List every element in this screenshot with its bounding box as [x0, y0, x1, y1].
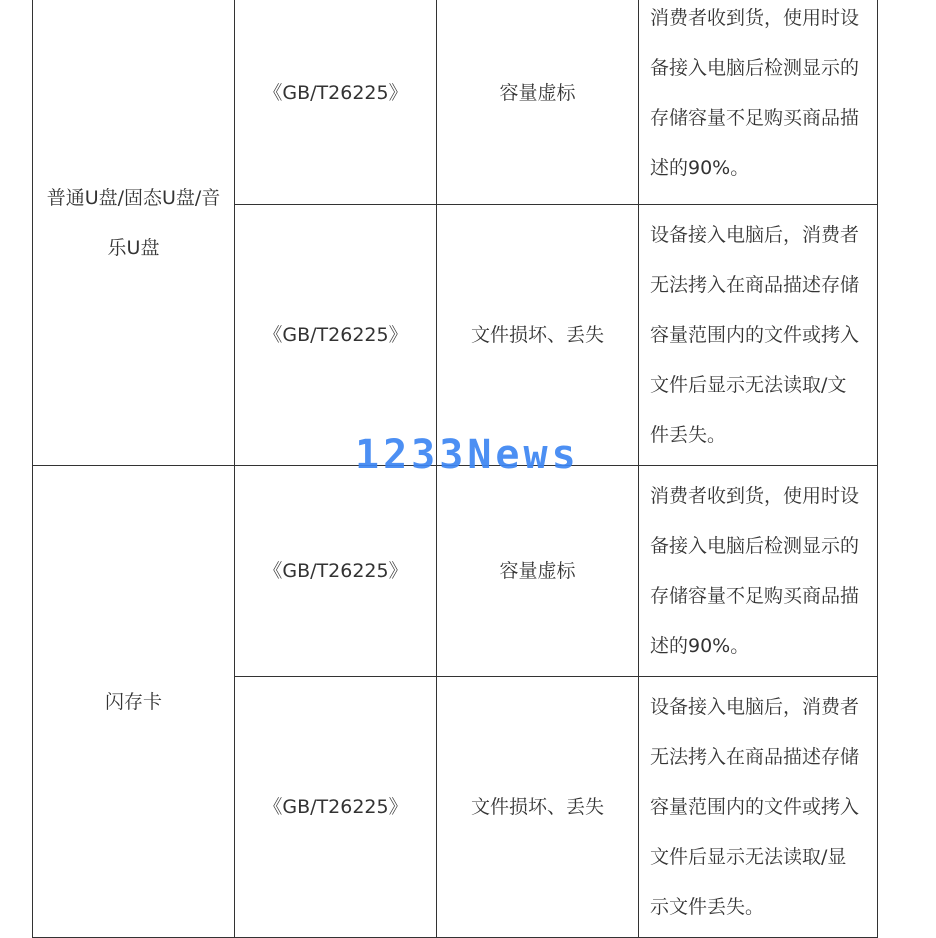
issue-cell: 文件损坏、丢失: [437, 677, 639, 938]
issue-cell: 容量虚标: [437, 0, 639, 205]
description-cell: 消费者收到货，使用时设备接入电脑后检测显示的存储容量不足购买商品描述的90%。: [639, 0, 878, 205]
standards-table-container: [32, 0, 877, 938]
watermark-text: 1233News: [355, 432, 580, 478]
table-row: [33, 466, 878, 677]
standard-cell: 《GB/T26225》: [235, 205, 437, 466]
category-cell: 闪存卡: [33, 466, 235, 938]
standards-table: [32, 0, 878, 938]
category-cell: 普通U盘/固态U盘/音乐U盘: [33, 0, 235, 466]
description-cell: 设备接入电脑后，消费者无法拷入在商品描述存储容量范围内的文件或拷入文件后显示无法读取/文件丢失。: [639, 205, 878, 466]
standard-cell: 《GB/T26225》: [235, 466, 437, 677]
description-cell: 设备接入电脑后，消费者无法拷入在商品描述存储容量范围内的文件或拷入文件后显示无法读取/显示文件丢失。: [639, 677, 878, 938]
standard-cell: 《GB/T26225》: [235, 0, 437, 205]
issue-cell: 容量虚标: [437, 466, 639, 677]
table-row: [33, 0, 878, 205]
standard-cell: 《GB/T26225》: [235, 677, 437, 938]
description-cell: 消费者收到货，使用时设备接入电脑后检测显示的存储容量不足购买商品描述的90%。: [639, 466, 878, 677]
issue-cell: 文件损坏、丢失: [437, 205, 639, 466]
